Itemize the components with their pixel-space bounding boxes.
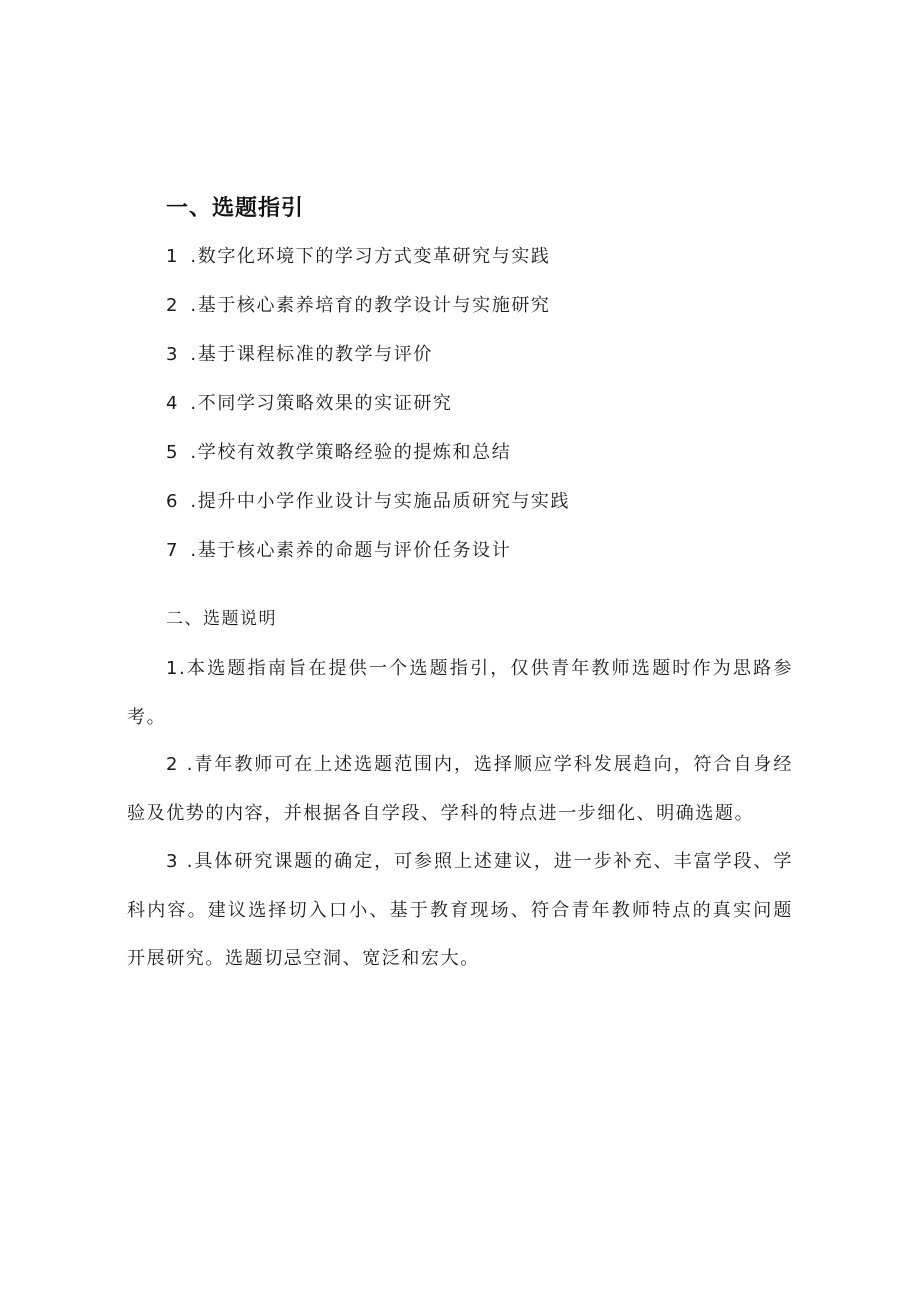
topic-list-item bbox=[166, 339, 570, 388]
item-number: 5 bbox=[166, 442, 180, 463]
section-heading-topic-guide: 一、选题指引 bbox=[166, 196, 305, 221]
topic-list-item bbox=[166, 535, 570, 584]
item-separator: . bbox=[190, 246, 198, 267]
topic-list bbox=[166, 241, 570, 584]
topic-list-item bbox=[166, 437, 570, 486]
note-paragraph: 3 .具体研究课题的确定，可参照上述建议，进一步补充、丰富学段、学科内容。建议选择切入口小、基于教育现场、符合青年教师特点的真实问题开展研究。选题切忌空洞、宽泛和宏大。 bbox=[127, 851, 793, 969]
item-number: 4 bbox=[166, 393, 180, 414]
item-separator: . bbox=[190, 344, 198, 365]
topic-list-item bbox=[166, 241, 570, 290]
topic-list-item bbox=[166, 486, 570, 535]
item-separator: . bbox=[190, 491, 198, 512]
item-number: 2 bbox=[166, 295, 180, 316]
item-text: 学校有效教学策略经验的提炼和总结 bbox=[197, 442, 512, 463]
note-paragraph: 1.本选题指南旨在提供一个选题指引，仅供青年教师选题时作为思路参考。 bbox=[127, 658, 793, 728]
item-number: 3 bbox=[166, 344, 180, 365]
note-paragraph: 2 .青年教师可在上述选题范围内，选择顺应学科发展趋向，符合自身经验及优势的内容，并根据各自学段、学科的特点进一步细化、明确选题。 bbox=[127, 754, 793, 824]
item-text: 数字化环境下的学习方式变革研究与实践 bbox=[197, 246, 551, 267]
item-separator: . bbox=[190, 393, 198, 414]
section-heading-topic-notes: 二、选题说明 bbox=[166, 609, 277, 629]
item-text: 提升中小学作业设计与实施品质研究与实践 bbox=[197, 491, 571, 512]
item-number: 6 bbox=[166, 491, 180, 512]
item-text: 基于核心素养培育的教学设计与实施研究 bbox=[197, 295, 551, 316]
item-number: 1 bbox=[166, 246, 180, 267]
topic-list-item bbox=[166, 388, 570, 437]
item-text: 不同学习策略效果的实证研究 bbox=[197, 393, 453, 414]
item-separator: . bbox=[190, 540, 198, 561]
item-text: 基于核心素养的命题与评价任务设计 bbox=[197, 540, 512, 561]
item-separator: . bbox=[190, 295, 198, 316]
item-text: 基于课程标准的教学与评价 bbox=[197, 344, 433, 365]
topic-list-item bbox=[166, 290, 570, 339]
item-separator: . bbox=[190, 442, 198, 463]
item-number: 7 bbox=[166, 540, 180, 561]
